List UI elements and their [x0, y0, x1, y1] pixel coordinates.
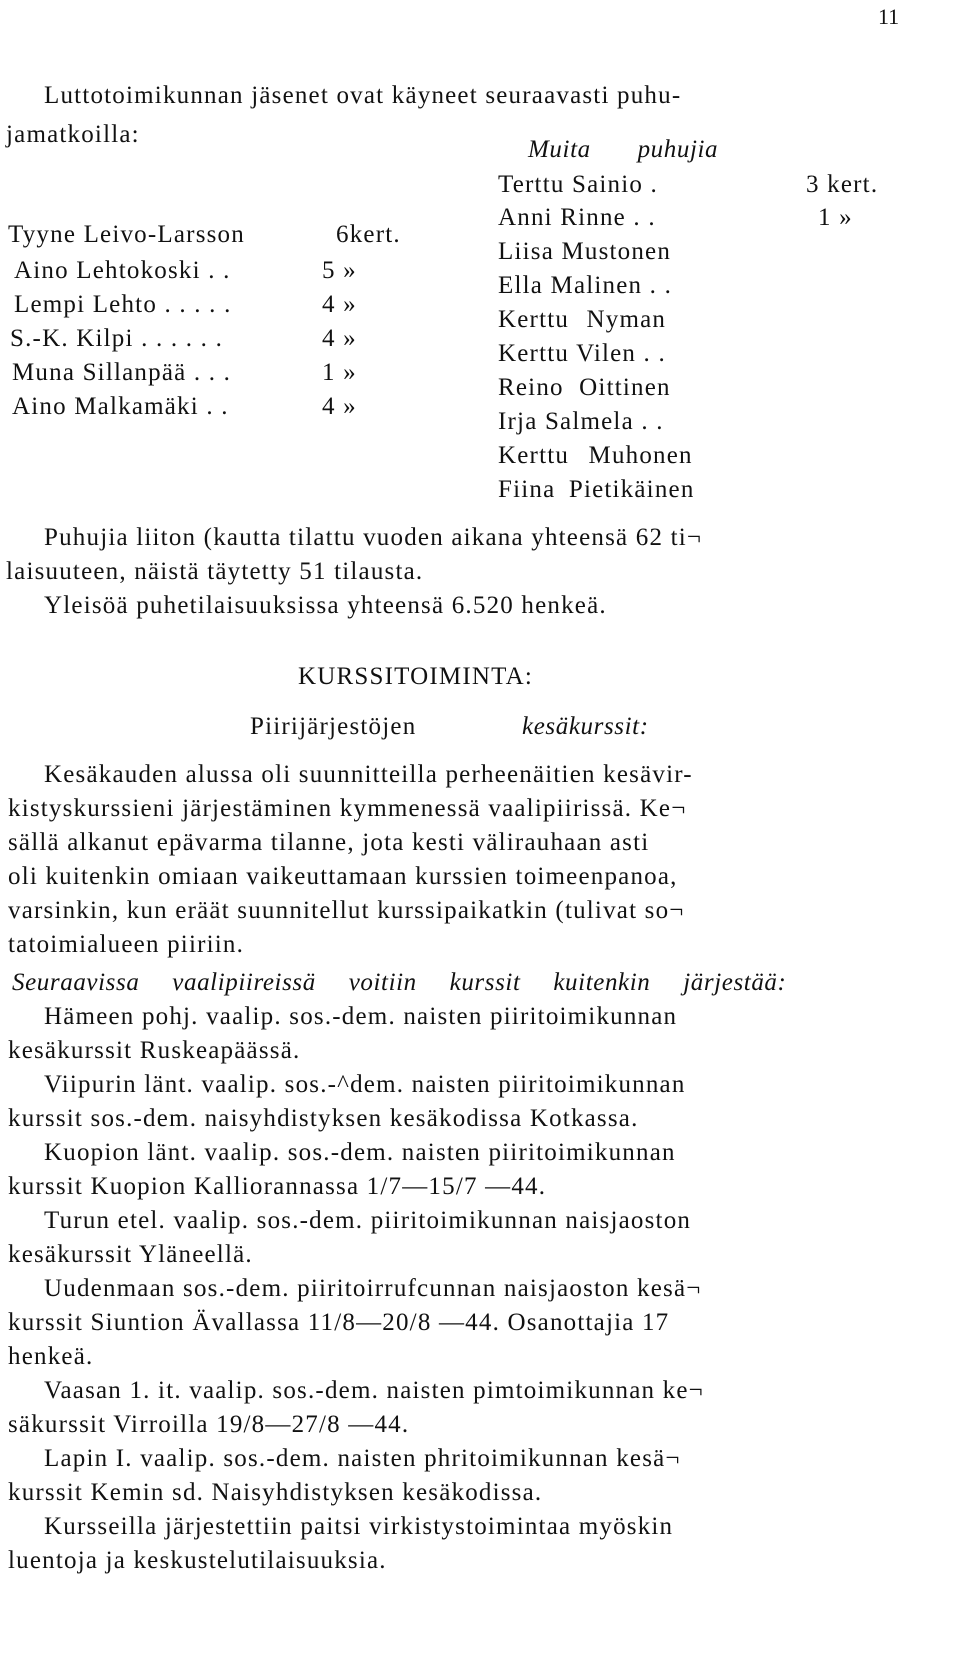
course-line: Viipurin länt. vaalip. sos.-^dem. naisten piiritoimikunnan [44, 1071, 686, 1098]
list-item-name: Aino Malkamäki . . [12, 393, 229, 420]
body-line: varsinkin, kun eräät suunnitellut kurssipaikatkin (tulivat so¬ [8, 897, 685, 924]
list-item-count: 6kert. [336, 221, 401, 248]
list-item-count: 1 » [818, 204, 853, 231]
course-line: luentoja ja keskustelutilaisuuksia. [8, 1547, 387, 1574]
course-line: Vaasan 1. it. vaalip. sos.-dem. naisten pimtoimikunnan ke¬ [44, 1377, 704, 1404]
body-line: Kesäkauden alussa oli suunnitteilla perheenäitien kesävir- [44, 761, 693, 788]
course-line: henkeä. [8, 1343, 94, 1370]
list-item-name: Kerttu Vilen . . [498, 340, 666, 367]
intro-line-2: jamatkoilla: [6, 121, 140, 148]
list-item-name: Ella Malinen . . [498, 272, 673, 299]
list-item-count: 4 » [322, 291, 357, 318]
course-line: Lapin I. vaalip. sos.-dem. naisten phritoimikunnan kesä¬ [44, 1445, 681, 1472]
list-item-count: 1 » [322, 359, 357, 386]
summary-line-3: Yleisöä puhetilaisuuksissa yhteensä 6.520 henkeä. [44, 592, 607, 619]
list-item-name: Liisa Mustonen [498, 238, 672, 265]
list-item-count: 3 kert. [806, 171, 879, 198]
list-item-name: Anni Rinne . . [498, 204, 656, 231]
list-item-count: 4 » [322, 325, 357, 352]
course-line: Kuopion länt. vaalip. sos.-dem. naisten piiritoimikunnan [44, 1139, 676, 1166]
list-item-name: Aino Lehtokoski . . [14, 257, 231, 284]
list-item-name: Kerttu Muhonen [498, 442, 693, 469]
course-line: kurssit Kemin sd. Naisyhdistyksen kesäkodissa. [8, 1479, 543, 1506]
course-line: kurssit Kuopion Kalliorannassa 1/7—15/7 —44. [8, 1173, 547, 1200]
list-item-name: Reino Oittinen [498, 374, 671, 401]
list-item-name: Muna Sillanpää . . . [12, 359, 232, 386]
course-line: kurssit sos.-dem. naisyhdistyksen kesäkodissa Kotkassa. [8, 1105, 639, 1132]
list-item-count: 4 » [322, 393, 357, 420]
subtitle-right: kesäkurssit: [522, 713, 649, 740]
body-line: oli kuitenkin omiaan vaikeuttamaan kurssien toimeenpanoa, [8, 863, 678, 890]
list-item-name: Irja Salmela . . [498, 408, 664, 435]
section-title: KURSSITOIMINTA: [298, 663, 533, 690]
course-line: kesäkurssit Yläneellä. [8, 1241, 253, 1268]
course-line: Kursseilla järjestettiin paitsi virkistystoimintaa myöskin [44, 1513, 674, 1540]
course-line: kurssit Siuntion Ävallassa 11/8—20/8 —44. Osanottajia 17 [8, 1309, 670, 1336]
italic-line: Seuraavissa vaalipiireissä voitiin kurssit kuitenkin järjestää: [12, 969, 787, 996]
page-number: 11 [878, 4, 900, 29]
summary-line-1: Puhujia liiton (kautta tilattu vuoden aikana yhteensä 62 ti¬ [44, 524, 703, 551]
body-line: kistyskurssieni järjestäminen kymmenessä vaalipiirissä. Ke¬ [8, 795, 687, 822]
course-line: Uudenmaan sos.-dem. piiritoirrufcunnan naisjaoston kesä¬ [44, 1275, 702, 1302]
list-item-name: Fiina Pietikäinen [498, 476, 695, 503]
other-speakers-heading: Muita puhujia [528, 136, 719, 163]
course-line: kesäkurssit Ruskeapäässä. [8, 1037, 301, 1064]
list-item-name: S.-K. Kilpi . . . . . . [10, 325, 224, 352]
course-line: säkurssit Virroilla 19/8—27/8 —44. [8, 1411, 410, 1438]
list-item-name: Terttu Sainio . [498, 171, 658, 198]
body-line: tatoimialueen piiriin. [8, 931, 245, 958]
list-item-name: Tyyne Leivo-Larsson [8, 221, 245, 248]
course-line: Turun etel. vaalip. sos.-dem. piiritoimikunnan naisjaoston [44, 1207, 692, 1234]
list-item-count: 5 » [322, 257, 357, 284]
intro-line-1: Luttotoimikunnan jäsenet ovat käyneet seuraavasti puhu- [44, 82, 682, 109]
summary-line-2: laisuuteen, näistä täytetty 51 tilausta. [6, 558, 424, 585]
subtitle-left: Piirijärjestöjen [250, 713, 417, 740]
body-line: sällä alkanut epävarma tilanne, jota kesti välirauhaan asti [8, 829, 650, 856]
list-item-name: Kerttu Nyman [498, 306, 667, 333]
course-line: Hämeen pohj. vaalip. sos.-dem. naisten piiritoimikunnan [44, 1003, 678, 1030]
list-item-name: Lempi Lehto . . . . . [14, 291, 232, 318]
